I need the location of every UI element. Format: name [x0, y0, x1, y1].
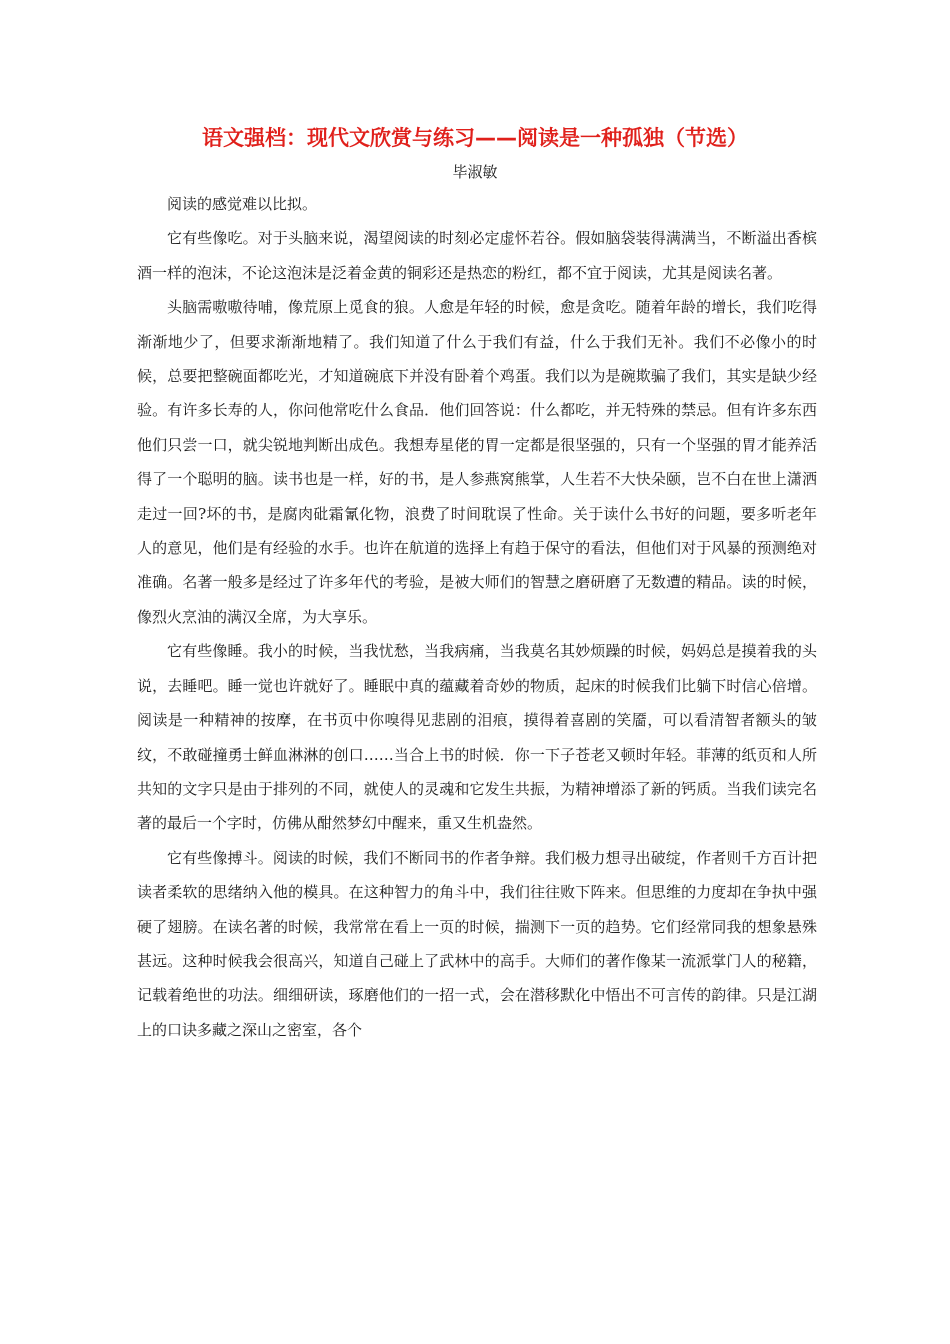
paragraph-2: 它有些像吃。对于头脑来说，渴望阅读的时刻必定虚怀若谷。假如脑袋装得满满当，不断溢出香槟酒一样的泡沫，不论这泡沫是泛着金黄的铜彩还是热恋的粉红，都不宜于阅读，尤其是阅读名著。: [137, 229, 817, 282]
paragraph-5: 它有些像搏斗。阅读的时候，我们不断同书的作者争辩。我们极力想寻出破绽，作者则千方百计把读者柔软的思绪纳入他的模具。在这种智力的角斗中，我们往往败下阵来。但思维的力度却在争执中强硬了翅膀。在读名著的时候，我常常在看上一页的时候，揣测下一页的趋势。它们经常同我的想象悬殊甚远。这种时候我会很高兴，知道自己碰上了武林中的高手。大师们的著作像某一流派掌门人的秘籍，记载着绝世的功法。细细研读，琢磨他们的一招一式，会在潜移默化中悟出不可言传的韵律。只是江湖上的口诀多藏之深山之密室，各个: [137, 848, 817, 1039]
document-title: 语文强档：现代文欣赏与练习——阅读是一种孤独（节选）: [202, 126, 748, 150]
paragraph-1: 阅读的感觉难以比拟。: [167, 195, 318, 213]
document-body: [137, 187, 817, 1047]
document-author: 毕淑敏: [452, 163, 498, 181]
paragraph-4: 它有些像睡。我小的时候，当我忧愁，当我病痛，当我莫名其妙烦躁的时候，妈妈总是摸着我的头说，去睡吧。睡一觉也许就好了。睡眠中真的蕴藏着奇妙的物质，起床的时候我们比躺下时信心倍增。阅读是一种精神的按摩，在书页中你嗅得见悲剧的泪痕，摸得着喜剧的笑靥，可以看清智者额头的皱纹，不敢碰撞勇士鲜血淋淋的创口……当合上书的时候．你一下子苍老又顿时年轻。菲薄的纸页和人所共知的文字只是由于排列的不同，就使人的灵魂和它发生共振，为精神增添了新的钙质。当我们读完名著的最后一个字时，仿佛从酣然梦幻中醒来，重又生机盎然。: [137, 642, 817, 833]
paragraph-3: 头脑需嗷嗷待哺，像荒原上觅食的狼。人愈是年轻的时候，愈是贪吃。随着年龄的增长，我们吃得渐渐地少了，但要求渐渐地精了。我们知道了什么于我们有益，什么于我们无补。我们不必像小的时候，总要把整碗面都吃光，才知道碗底下并没有卧着个鸡蛋。我们以为是碗欺骗了我们，其实是缺少经验。有许多长寿的人，你问他常吃什么食品．他们回答说：什么都吃，并无特殊的禁忌。但有许多东西他们只尝一口，就尖锐地判断出成色。我想寿星佬的胃一定都是很坚强的，只有一个坚强的胃才能养活得了一个聪明的脑。读书也是一样，好的书，是人参燕窝熊掌，人生若不大快朵颐，岂不白在世上潇洒走过一回?坏的书，是腐肉砒霜氰化物，浪费了时间耽误了性命。关于读什么书好的问题，要多听老年人的意见，他们是有经验的水手。也许在航道的选择上有趋于保守的看法，但他们对于风暴的预测绝对准确。名著一般多是经过了许多年代的考验，是被大师们的智慧之磨研磨了无数遭的精品。读的时候，像烈火烹油的满汉全席，为大享乐。: [137, 298, 817, 626]
